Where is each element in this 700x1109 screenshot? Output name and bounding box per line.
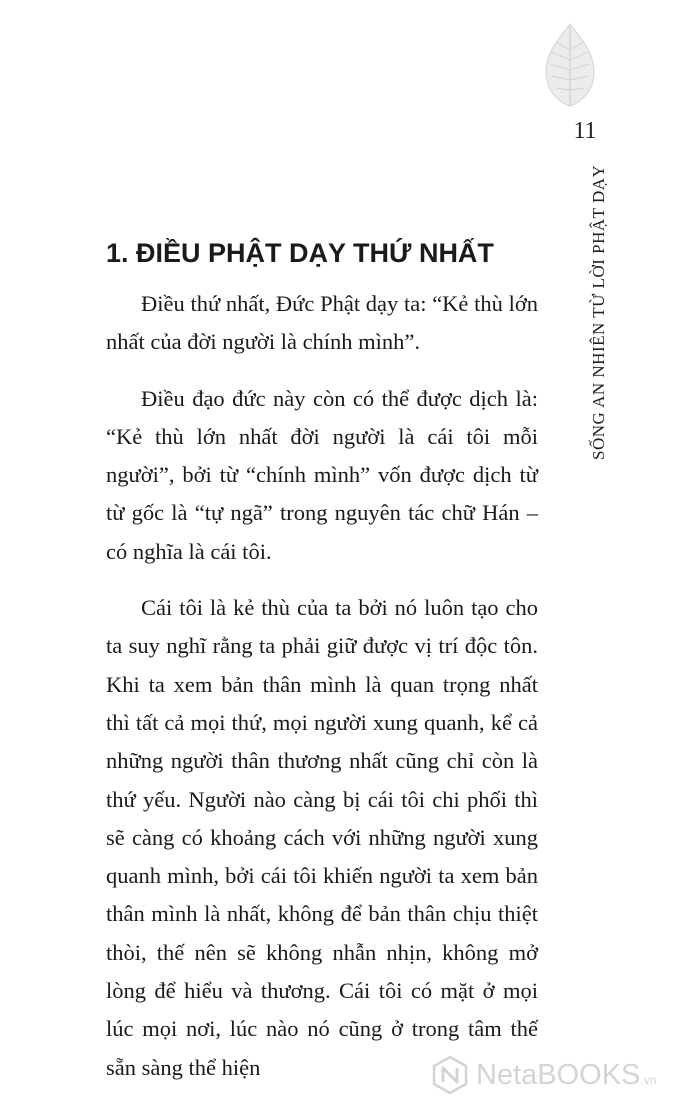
running-header: SỐNG AN NHIÊN TỪ LỜI PHẬT DẠY [589, 164, 608, 460]
paragraph: Cái tôi là kẻ thù của ta bởi nó luôn tạo cho ta suy nghĩ rằng ta phải giữ được vị trí độc tôn. Khi ta xem bản thân mình là quan trọng nhất thì tất cả mọi thứ, mọi người xung quanh, kể cả những người thân thương nhất cũng chỉ còn là thứ yếu. Người nào càng bị cái tôi chi phối thì sẽ càng có khoảng cách với những người xung quanh mình, bởi cái tôi khiến người ta xem bản thân mình là nhất, không để bản thân chịu thiệt thòi, thế nên sẽ không nhẫn nhịn, không mở lòng để hiểu và thương. Cái tôi có mặt ở mọi lúc mọi nơi, lúc nào nó cũng ở trong tâm thế sẵn sàng thể hiện [106, 595, 538, 1080]
watermark-text [476, 1059, 656, 1092]
paragraph: Điều đạo đức này còn có thể được dịch là: “Kẻ thù lớn nhất đời người là cái tôi mỗi người”, bởi từ “chính mình” vốn được dịch từ từ gốc là “tự ngã” trong nguyên tác chữ Hán – có nghĩa là cái tôi. [106, 385, 538, 564]
watermark [430, 1050, 690, 1100]
watermark-suffix: .vn [640, 1072, 657, 1087]
watermark-brand: NetaBOOKS [476, 1058, 641, 1091]
page-number: 11 [573, 118, 597, 144]
chapter-title: 1. ĐIỀU PHẬT DẠY THỨ NHẤT [106, 238, 494, 268]
netabooks-logo-icon [430, 1055, 470, 1095]
body-text [106, 285, 538, 1105]
bodhi-leaf-icon [540, 20, 600, 110]
paragraph: Điều thứ nhất, Đức Phật dạy ta: “Kẻ thù lớn nhất của đời người là chính mình”. [106, 291, 538, 355]
